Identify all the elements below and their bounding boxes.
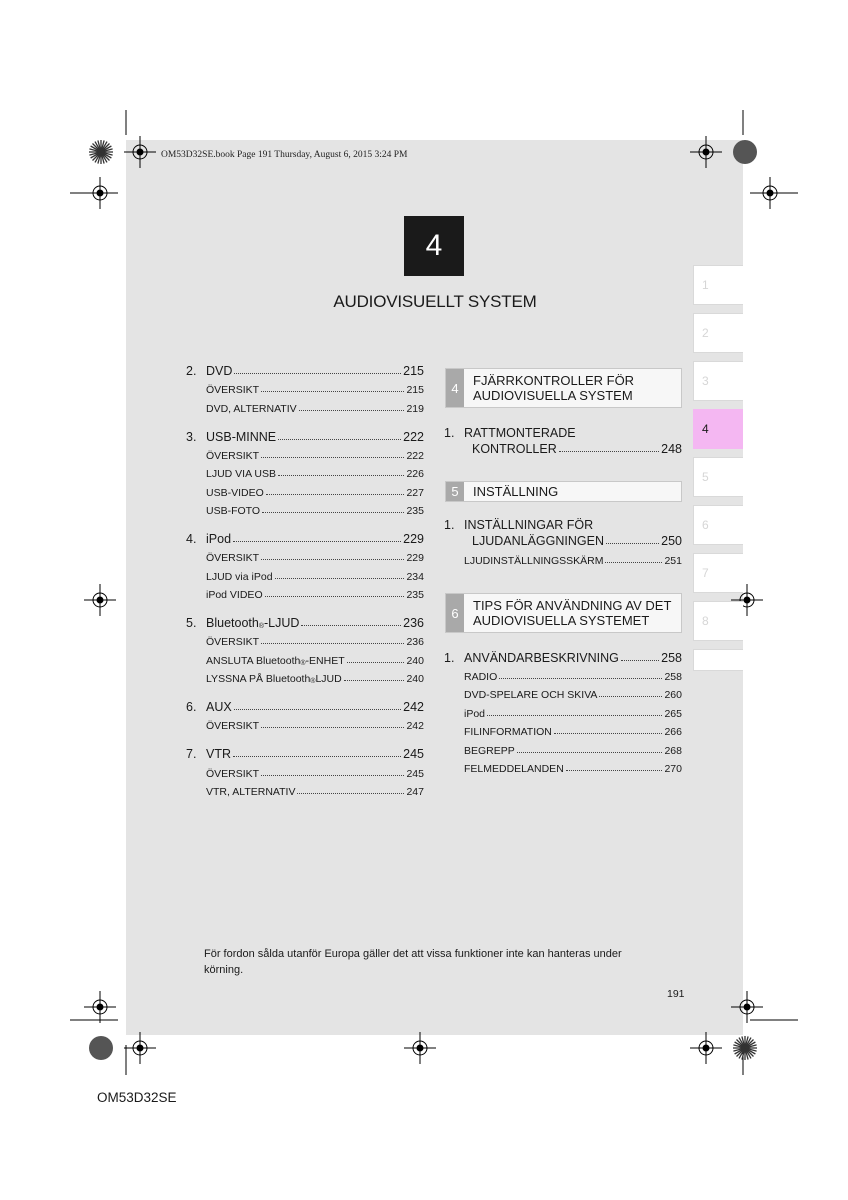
tab-chapter-3[interactable]: 3 xyxy=(693,361,743,401)
tab-chapter-6[interactable]: 6 xyxy=(693,505,743,545)
tab-chapter-1[interactable]: 1 xyxy=(693,265,743,305)
toc-sub-entry[interactable]: DVD, ALTERNATIV 219 xyxy=(206,403,424,415)
toc-sub-entry[interactable]: LJUDINSTÄLLNINGSSKÄRM 251 xyxy=(464,555,682,567)
toc-sub-entry[interactable]: FELMEDDELANDEN 270 xyxy=(464,763,682,775)
toc-sub-entry[interactable]: ANSLUTA Bluetooth ® -ENHET 240 xyxy=(206,655,424,667)
toc-sub-entry[interactable]: ÖVERSIKT 222 xyxy=(206,450,424,462)
toc-sub-entry[interactable]: DVD-SPELARE OCH SKIVA 260 xyxy=(464,689,682,701)
tab-chapter-4[interactable]: 4 xyxy=(693,409,743,449)
chapter-number-box: 4 xyxy=(404,216,464,276)
tab-chapter-2[interactable]: 2 xyxy=(693,313,743,353)
footnote: För fordon sålda utanför Europa gäller det att vissa funktioner inte kan hanteras under körning. xyxy=(204,948,622,976)
toc-entry-audio-settings[interactable]: 1. INSTÄLLNINGAR FÖR xyxy=(444,518,594,532)
toc-sub-entry[interactable]: ÖVERSIKT 245 xyxy=(206,768,424,780)
chapter-title: AUDIOVISUELLT SYSTEM xyxy=(333,292,537,311)
toc-sub-entry[interactable]: VTR, ALTERNATIV 247 xyxy=(206,786,424,798)
toc-entry-dvd[interactable]: 2. DVD 215 xyxy=(186,364,424,378)
tab-chapter-8[interactable]: 8 xyxy=(693,601,743,641)
registration-dot xyxy=(89,1036,113,1060)
toc-sub-entry[interactable]: LJUD via iPod 234 xyxy=(206,571,424,583)
toc-entry-vtr[interactable]: 7. VTR 245 xyxy=(186,747,424,761)
section-heading-4[interactable]: 4 FJÄRRKONTROLLER FÖR AUDIOVISUELLA SYSTEM xyxy=(445,368,682,408)
document-id: OM53D32SE xyxy=(97,1090,177,1105)
chapter-tabs xyxy=(693,265,743,679)
tab-blank xyxy=(693,649,743,671)
toc-sub-entry[interactable]: ÖVERSIKT 215 xyxy=(206,384,424,396)
toc-sub-entry[interactable]: iPod 265 xyxy=(464,708,682,720)
tab-chapter-7[interactable]: 7 xyxy=(693,553,743,593)
toc-sub-entry[interactable]: USB-VIDEO 227 xyxy=(206,487,424,499)
toc-sub-entry[interactable]: BEGREPP 268 xyxy=(464,745,682,757)
toc-entry-usb[interactable]: 3. USB-MINNE 222 xyxy=(186,430,424,444)
toc-sub-entry[interactable]: ÖVERSIKT 236 xyxy=(206,636,424,648)
toc-sub-entry[interactable]: LYSSNA PÅ Bluetooth ® LJUD 240 xyxy=(206,673,424,685)
book-info-line: OM53D32SE.book Page 191 Thursday, August 6, 2015 3:24 PM xyxy=(161,150,408,160)
toc-sub-entry[interactable]: ÖVERSIKT 229 xyxy=(206,552,424,564)
toc-entry-audio-settings-line2[interactable]: LJUDANLÄGGNINGEN 250 xyxy=(472,534,682,548)
section-heading-6[interactable]: 6 TIPS FÖR ANVÄNDNING AV DET AUDIOVISUELLA SYSTEMET xyxy=(445,593,682,633)
toc-sub-entry[interactable]: RADIO 258 xyxy=(464,671,682,683)
page-number: 191 xyxy=(667,988,685,1000)
toc-sub-entry[interactable]: iPod VIDEO 235 xyxy=(206,589,424,601)
toc-entry-steering-controls[interactable]: 1. RATTMONTERADE xyxy=(444,426,576,440)
toc-sub-entry[interactable]: FILINFORMATION 266 xyxy=(464,726,682,738)
toc-sub-entry[interactable]: ÖVERSIKT 242 xyxy=(206,720,424,732)
toc-sub-entry[interactable]: LJUD VIA USB 226 xyxy=(206,468,424,480)
toc-entry-bluetooth[interactable]: 5. Bluetooth ® -LJUD 236 xyxy=(186,616,424,630)
registration-dot xyxy=(733,140,757,164)
toc-entry-ipod[interactable]: 4. iPod 229 xyxy=(186,532,424,546)
section-heading-5[interactable]: 5 INSTÄLLNING xyxy=(445,481,682,502)
toc-entry-aux[interactable]: 6. AUX 242 xyxy=(186,700,424,714)
toc-entry-steering-controls-line2[interactable]: KONTROLLER 248 xyxy=(472,442,682,456)
tab-chapter-5[interactable]: 5 xyxy=(693,457,743,497)
toc-sub-entry[interactable]: USB-FOTO 235 xyxy=(206,505,424,517)
toc-entry-user-description[interactable]: 1. ANVÄNDARBESKRIVNING 258 xyxy=(444,651,682,665)
